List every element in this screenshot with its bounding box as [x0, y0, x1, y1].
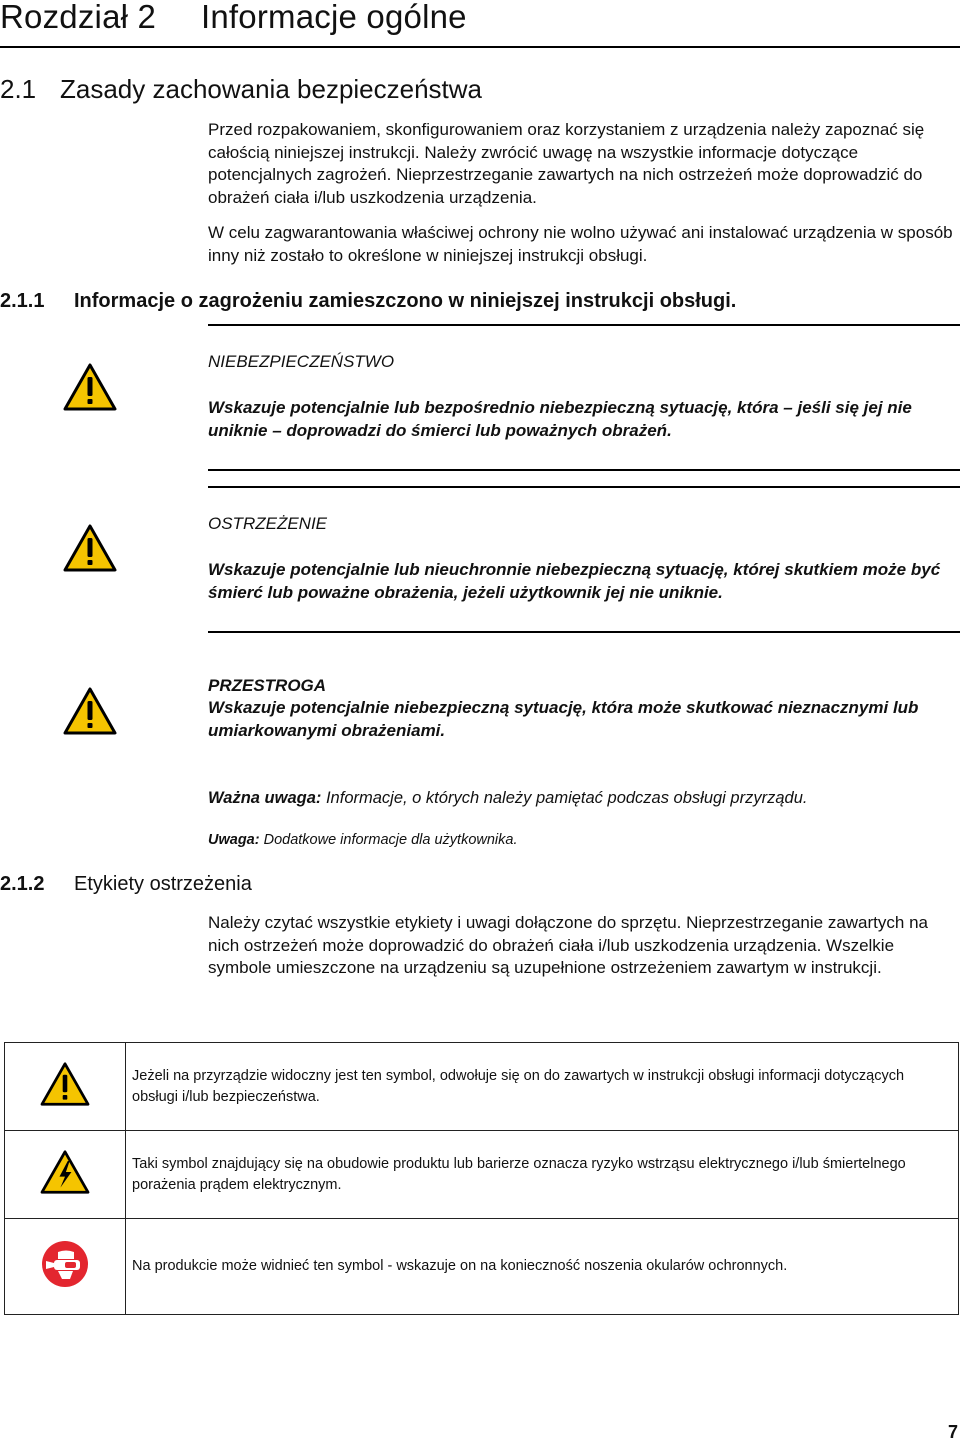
- intro-paragraph-2: W celu zagwarantowania właściwej ochrony nie wolno używać ani instalować urządzenia w sposób inny niż zostało to określone w niniejszej instrukcji obsługi.: [208, 223, 953, 265]
- warning-triangle-icon: [62, 523, 118, 573]
- section-number: 2.1: [0, 74, 37, 104]
- divider: [208, 631, 960, 633]
- symbol-icon-cell: [5, 1043, 126, 1131]
- electric-shock-icon: [39, 1149, 91, 1195]
- table-row: [5, 1219, 959, 1315]
- section-heading: [0, 74, 482, 105]
- eye-protection-icon: [40, 1239, 90, 1289]
- hazard-title-caution: PRZESTROGA: [208, 676, 327, 695]
- chapter-rule: [0, 46, 960, 48]
- warning-triangle-icon: [62, 362, 118, 412]
- subsection-heading-hazards: [0, 290, 736, 313]
- important-note-label: Ważna uwaga:: [208, 789, 322, 807]
- note-text: Dodatkowe informacje dla użytkownika.: [259, 832, 518, 848]
- note-label: Uwaga:: [208, 832, 260, 848]
- chapter-title: Informacje ogólne: [201, 0, 467, 35]
- symbol-icon-cell: [5, 1219, 126, 1315]
- subsection-title: Informacje o zagrożeniu zamieszczono w niniejszej instrukcji obsługi.: [74, 290, 737, 312]
- table-row: [5, 1043, 959, 1131]
- subsection-title: Etykiety ostrzeżenia: [74, 873, 252, 895]
- subsection-heading-labels: [0, 873, 252, 896]
- labels-paragraph: Należy czytać wszystkie etykiety i uwagi dołączone do sprzętu. Nieprzestrzeganie zawartych na nich ostrzeżeń może doprowadzić do obrażeń ciała i/lub uszkodzenia urządzenia. Wszelkie symbole umieszczone na urządzeniu są uzupełnione ostrzeżeniem zawartym w instrukcji.: [208, 913, 928, 977]
- note: [208, 832, 517, 848]
- subsection-number: 2.1.1: [0, 290, 45, 312]
- symbol-icon-cell: [5, 1131, 126, 1219]
- divider: [208, 486, 960, 488]
- symbol-description: Taki symbol znajdujący się na obudowie produktu lub barierze oznacza ryzyko wstrząsu elektrycznego i/lub śmiertelnego porażenia prądem elektrycznym.: [126, 1131, 959, 1219]
- important-note: [208, 789, 807, 808]
- chapter-number: Rozdział 2: [0, 0, 157, 35]
- table-row: [5, 1131, 959, 1219]
- page-number: 7: [947, 1422, 958, 1442]
- symbol-description: Jeżeli na przyrządzie widoczny jest ten symbol, odwołuje się on do zawartych w instrukcji obsługi informacji dotyczących obsługi i/lub bezpieczeństwa.: [126, 1043, 959, 1131]
- hazard-text-caution: Wskazuje potencjalnie niebezpieczną sytuację, która może skutkować nieznacznymi lub umiarkowanymi obrażeniami.: [208, 698, 919, 740]
- symbols-table: [4, 1042, 959, 1315]
- warning-triangle-icon: [62, 686, 118, 736]
- section-title: Zasady zachowania bezpieczeństwa: [60, 74, 483, 104]
- subsection-number: 2.1.2: [0, 873, 45, 895]
- warning-triangle-icon: [39, 1061, 91, 1107]
- intro-paragraph-1: Przed rozpakowaniem, skonfigurowaniem oraz korzystaniem z urządzenia należy zapoznać się całością niniejszej instrukcji. Należy zwrócić uwagę na wszystkie informacje dotyczące potencjalnych zagrożeń. Nieprzestrzeganie zawartych na nich ostrzeżeń może doprowadzić do obrażeń ciała i/lub uszkodzenia urządzenia.: [208, 120, 925, 207]
- divider: [208, 469, 960, 471]
- hazard-title-danger: NIEBEZPIECZEŃSTWO: [208, 352, 395, 371]
- hazard-text-danger: Wskazuje potencjalnie lub bezpośrednio niebezpieczną sytuację, która – jeśli się jej nie uniknie – doprowadzi do śmierci lub poważnych obrażeń.: [208, 398, 912, 440]
- divider: [208, 324, 960, 326]
- hazard-title-warning: OSTRZEŻENIE: [208, 514, 328, 533]
- chapter-heading: [0, 0, 467, 36]
- important-note-text: Informacje, o których należy pamiętać podczas obsługi przyrządu.: [321, 789, 808, 807]
- symbol-description: Na produkcie może widnieć ten symbol - wskazuje on na konieczność noszenia okularów ochronnych.: [126, 1219, 959, 1315]
- hazard-text-warning: Wskazuje potencjalnie lub nieuchronnie niebezpieczną sytuację, której skutkiem może być śmierć lub poważne obrażenia, jeżeli użytkownik jej nie uniknie.: [208, 560, 941, 602]
